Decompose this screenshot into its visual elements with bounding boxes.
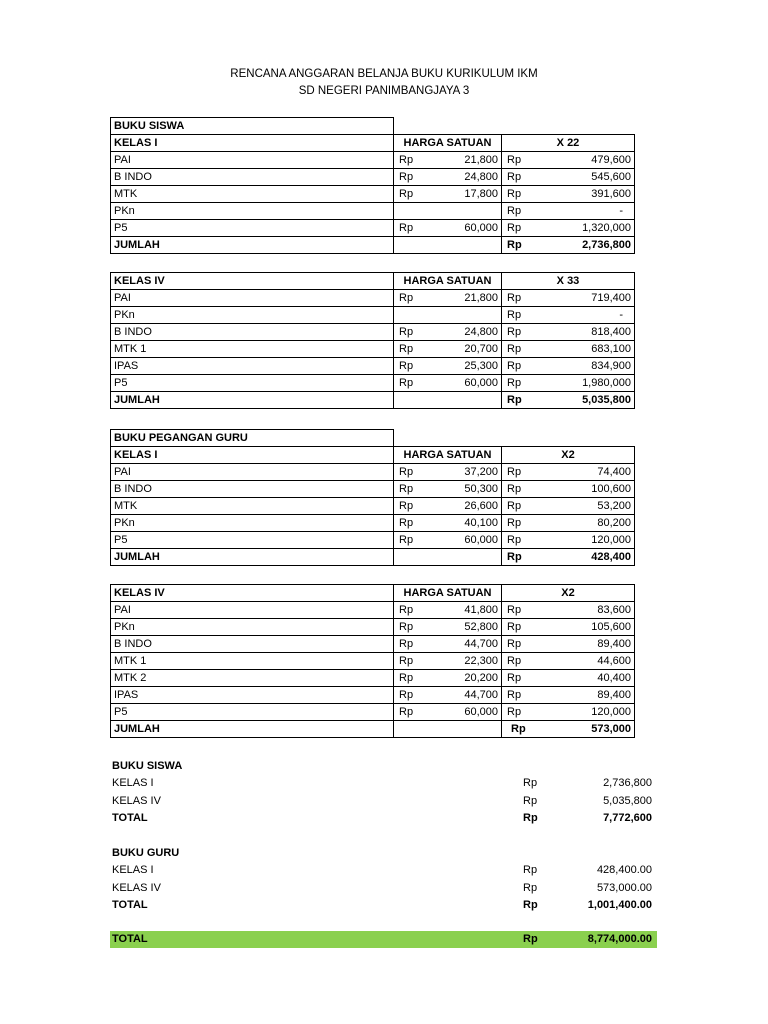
jumlah-value: 573,000 [591,723,631,735]
unit-price: 60,000 [464,222,498,234]
summary-title: BUKU GURU [112,847,180,859]
currency: Rp [507,171,522,183]
table-guru-kelas-4 [110,584,635,738]
table-row [111,203,635,220]
summary-label: KELAS IV [112,794,161,807]
line-total: - [619,205,623,217]
table-row [111,307,635,324]
table-row [111,515,635,532]
line-total: 683,100 [591,343,631,355]
line-total: 83,600 [597,604,631,616]
book-name: B INDO [111,636,394,653]
jumlah-row [111,721,635,738]
summary-label: KELAS IV [112,881,161,894]
currency: Rp [399,326,414,338]
line-total: 818,400 [591,326,631,338]
book-name: PKn [111,307,394,324]
line-total: 40,400 [597,672,631,684]
grand-total-amount: 8,774,000.00 [587,933,652,945]
currency: Rp [507,500,522,512]
summary-title: BUKU SISWA [112,760,183,772]
book-name: P5 [111,704,394,721]
book-name: PAI [111,290,394,307]
unit-price: 24,800 [464,171,498,183]
multiplier-header: X 22 [502,135,635,152]
jumlah-value: 428,400 [591,551,631,563]
currency: Rp [399,689,414,701]
currency: Rp [399,621,414,633]
table-row [111,687,635,704]
unit-price: 60,000 [464,377,498,389]
line-total: 545,600 [591,171,631,183]
school-name: SD NEGERI PANIMBANGJAYA 3 [298,85,470,97]
unit-price: 24,800 [464,326,498,338]
book-name: IPAS [111,687,394,704]
currency: Rp [507,360,522,372]
price-header: HARGA SATUAN [394,273,502,290]
table-row [111,464,635,481]
currency: Rp [507,394,522,406]
currency: Rp [507,239,522,251]
grand-total-row [110,931,657,948]
currency: Rp [399,706,414,718]
currency: Rp [399,343,414,355]
book-name: MTK 2 [111,670,394,687]
line-total: 834,900 [591,360,631,372]
table-row [111,375,635,392]
price-header: HARGA SATUAN [394,135,502,152]
book-name: B INDO [111,169,394,186]
table-row [111,704,635,721]
kelas-label: KELAS IV [111,585,394,602]
jumlah-row [111,392,635,409]
currency: Rp [507,672,522,684]
currency: Rp [507,638,522,650]
currency: Rp [523,933,538,945]
currency: Rp [507,689,522,701]
price-header: HARGA SATUAN [394,585,502,602]
kelas-label: KELAS I [111,447,394,464]
summary-amount: 2,736,800 [603,777,652,790]
currency: Rp [399,534,414,546]
summary-label: KELAS I [112,864,154,877]
book-name: B INDO [111,324,394,341]
currency: Rp [507,309,522,321]
currency: Rp [507,483,522,495]
currency: Rp [523,864,538,877]
table-guru-kelas-1 [110,429,635,566]
unit-price: 52,800 [464,621,498,633]
unit-price: 37,200 [464,466,498,478]
line-total: 105,600 [591,621,631,633]
currency: Rp [507,466,522,478]
currency: Rp [511,723,526,735]
table-siswa-kelas-4 [110,272,635,409]
unit-price: 26,600 [464,500,498,512]
line-total: 479,600 [591,154,631,166]
unit-price: 17,800 [464,188,498,200]
table-row [111,498,635,515]
summary-label: KELAS I [112,777,154,790]
jumlah-row [111,549,635,566]
line-total: 1,320,000 [582,222,631,234]
book-name: PKn [111,515,394,532]
line-total: 74,400 [597,466,631,478]
currency: Rp [523,881,538,894]
currency: Rp [399,222,414,234]
currency: Rp [507,706,522,718]
currency: Rp [507,377,522,389]
book-name: MTK [111,498,394,515]
currency: Rp [399,638,414,650]
currency: Rp [507,621,522,633]
summary-total-label: TOTAL [112,811,148,824]
table-row [111,532,635,549]
unit-price: 21,800 [464,154,498,166]
multiplier-header: X 33 [502,273,635,290]
unit-price: 60,000 [464,534,498,546]
unit-price: 50,300 [464,483,498,495]
currency: Rp [399,377,414,389]
summary-buku-guru [110,845,657,914]
currency: Rp [507,551,522,563]
currency: Rp [507,655,522,667]
unit-price: 25,300 [464,360,498,372]
currency: Rp [399,466,414,478]
table-row [111,152,635,169]
table-row [111,358,635,375]
table-row [111,619,635,636]
currency: Rp [507,517,522,529]
book-name: IPAS [111,358,394,375]
book-name: PAI [111,152,394,169]
currency: Rp [523,898,538,911]
unit-price: 44,700 [464,689,498,701]
unit-price: 20,700 [464,343,498,355]
line-total: 100,600 [591,483,631,495]
currency: Rp [523,811,538,824]
jumlah-label: JUMLAH [111,721,394,738]
summary-amount: 573,000.00 [596,881,652,894]
currency: Rp [399,154,414,166]
document-title: RENCANA ANGGARAN BELANJA BUKU KURIKULUM IKM [230,68,538,80]
currency: Rp [507,604,522,616]
book-name: PAI [111,464,394,481]
grand-total-label: TOTAL [112,933,148,945]
line-total: 120,000 [591,706,631,718]
currency: Rp [507,222,522,234]
book-name: MTK 1 [111,341,394,358]
line-total: 44,600 [597,655,631,667]
line-total: 53,200 [597,500,631,512]
table-row [111,636,635,653]
currency: Rp [507,292,522,304]
line-total: 391,600 [591,188,631,200]
jumlah-row [111,237,635,254]
summary-total: 7,772,600 [603,811,652,824]
currency: Rp [399,483,414,495]
unit-price: 22,300 [464,655,498,667]
jumlah-label: JUMLAH [111,237,394,254]
line-total: - [619,309,623,321]
unit-price: 44,700 [464,638,498,650]
table-row [111,169,635,186]
table-row [111,220,635,237]
unit-price: 41,800 [464,604,498,616]
book-name: MTK [111,186,394,203]
unit-price: 40,100 [464,517,498,529]
grand-total-bar [110,931,657,948]
currency: Rp [399,672,414,684]
jumlah-label: JUMLAH [111,392,394,409]
jumlah-value: 2,736,800 [582,239,631,251]
jumlah-value: 5,035,800 [582,394,631,406]
book-name: PKn [111,203,394,220]
currency: Rp [399,292,414,304]
summary-amount: 428,400.00 [596,864,652,877]
currency: Rp [523,777,538,790]
table-row [111,602,635,619]
summary-total: 1,001,400.00 [587,898,652,911]
section-title: BUKU PEGANGAN GURU [111,430,394,447]
table-row [111,670,635,687]
line-total: 89,400 [597,638,631,650]
table-row [111,290,635,307]
section-title: BUKU SISWA [111,118,394,135]
book-name: PAI [111,602,394,619]
summary-total-label: TOTAL [112,898,148,911]
currency: Rp [399,604,414,616]
currency: Rp [399,500,414,512]
currency: Rp [399,360,414,372]
table-row [111,186,635,203]
kelas-label: KELAS I [111,135,394,152]
unit-price: 21,800 [464,292,498,304]
line-total: 719,400 [591,292,631,304]
price-header: HARGA SATUAN [394,447,502,464]
unit-price: 20,200 [464,672,498,684]
jumlah-label: JUMLAH [111,549,394,566]
multiplier-header: X2 [502,447,635,464]
table-siswa-kelas-1 [110,117,635,254]
currency: Rp [507,343,522,355]
kelas-label: KELAS IV [111,273,394,290]
currency: Rp [523,794,538,807]
table-row [111,653,635,670]
line-total: 1,980,000 [582,377,631,389]
line-total: 89,400 [597,689,631,701]
currency: Rp [399,655,414,667]
book-name: PKn [111,619,394,636]
book-name: P5 [111,375,394,392]
currency: Rp [399,171,414,183]
currency: Rp [507,188,522,200]
table-row [111,481,635,498]
table-row [111,341,635,358]
book-name: B INDO [111,481,394,498]
currency: Rp [399,188,414,200]
currency: Rp [507,205,522,217]
book-name: P5 [111,532,394,549]
summary-buku-siswa [110,758,657,827]
line-total: 80,200 [597,517,631,529]
currency: Rp [507,534,522,546]
currency: Rp [399,517,414,529]
currency: Rp [507,154,522,166]
multiplier-header: X2 [502,585,635,602]
book-name: P5 [111,220,394,237]
table-row [111,324,635,341]
line-total: 120,000 [591,534,631,546]
unit-price: 60,000 [464,706,498,718]
currency: Rp [507,326,522,338]
book-name: MTK 1 [111,653,394,670]
summary-amount: 5,035,800 [603,794,652,807]
